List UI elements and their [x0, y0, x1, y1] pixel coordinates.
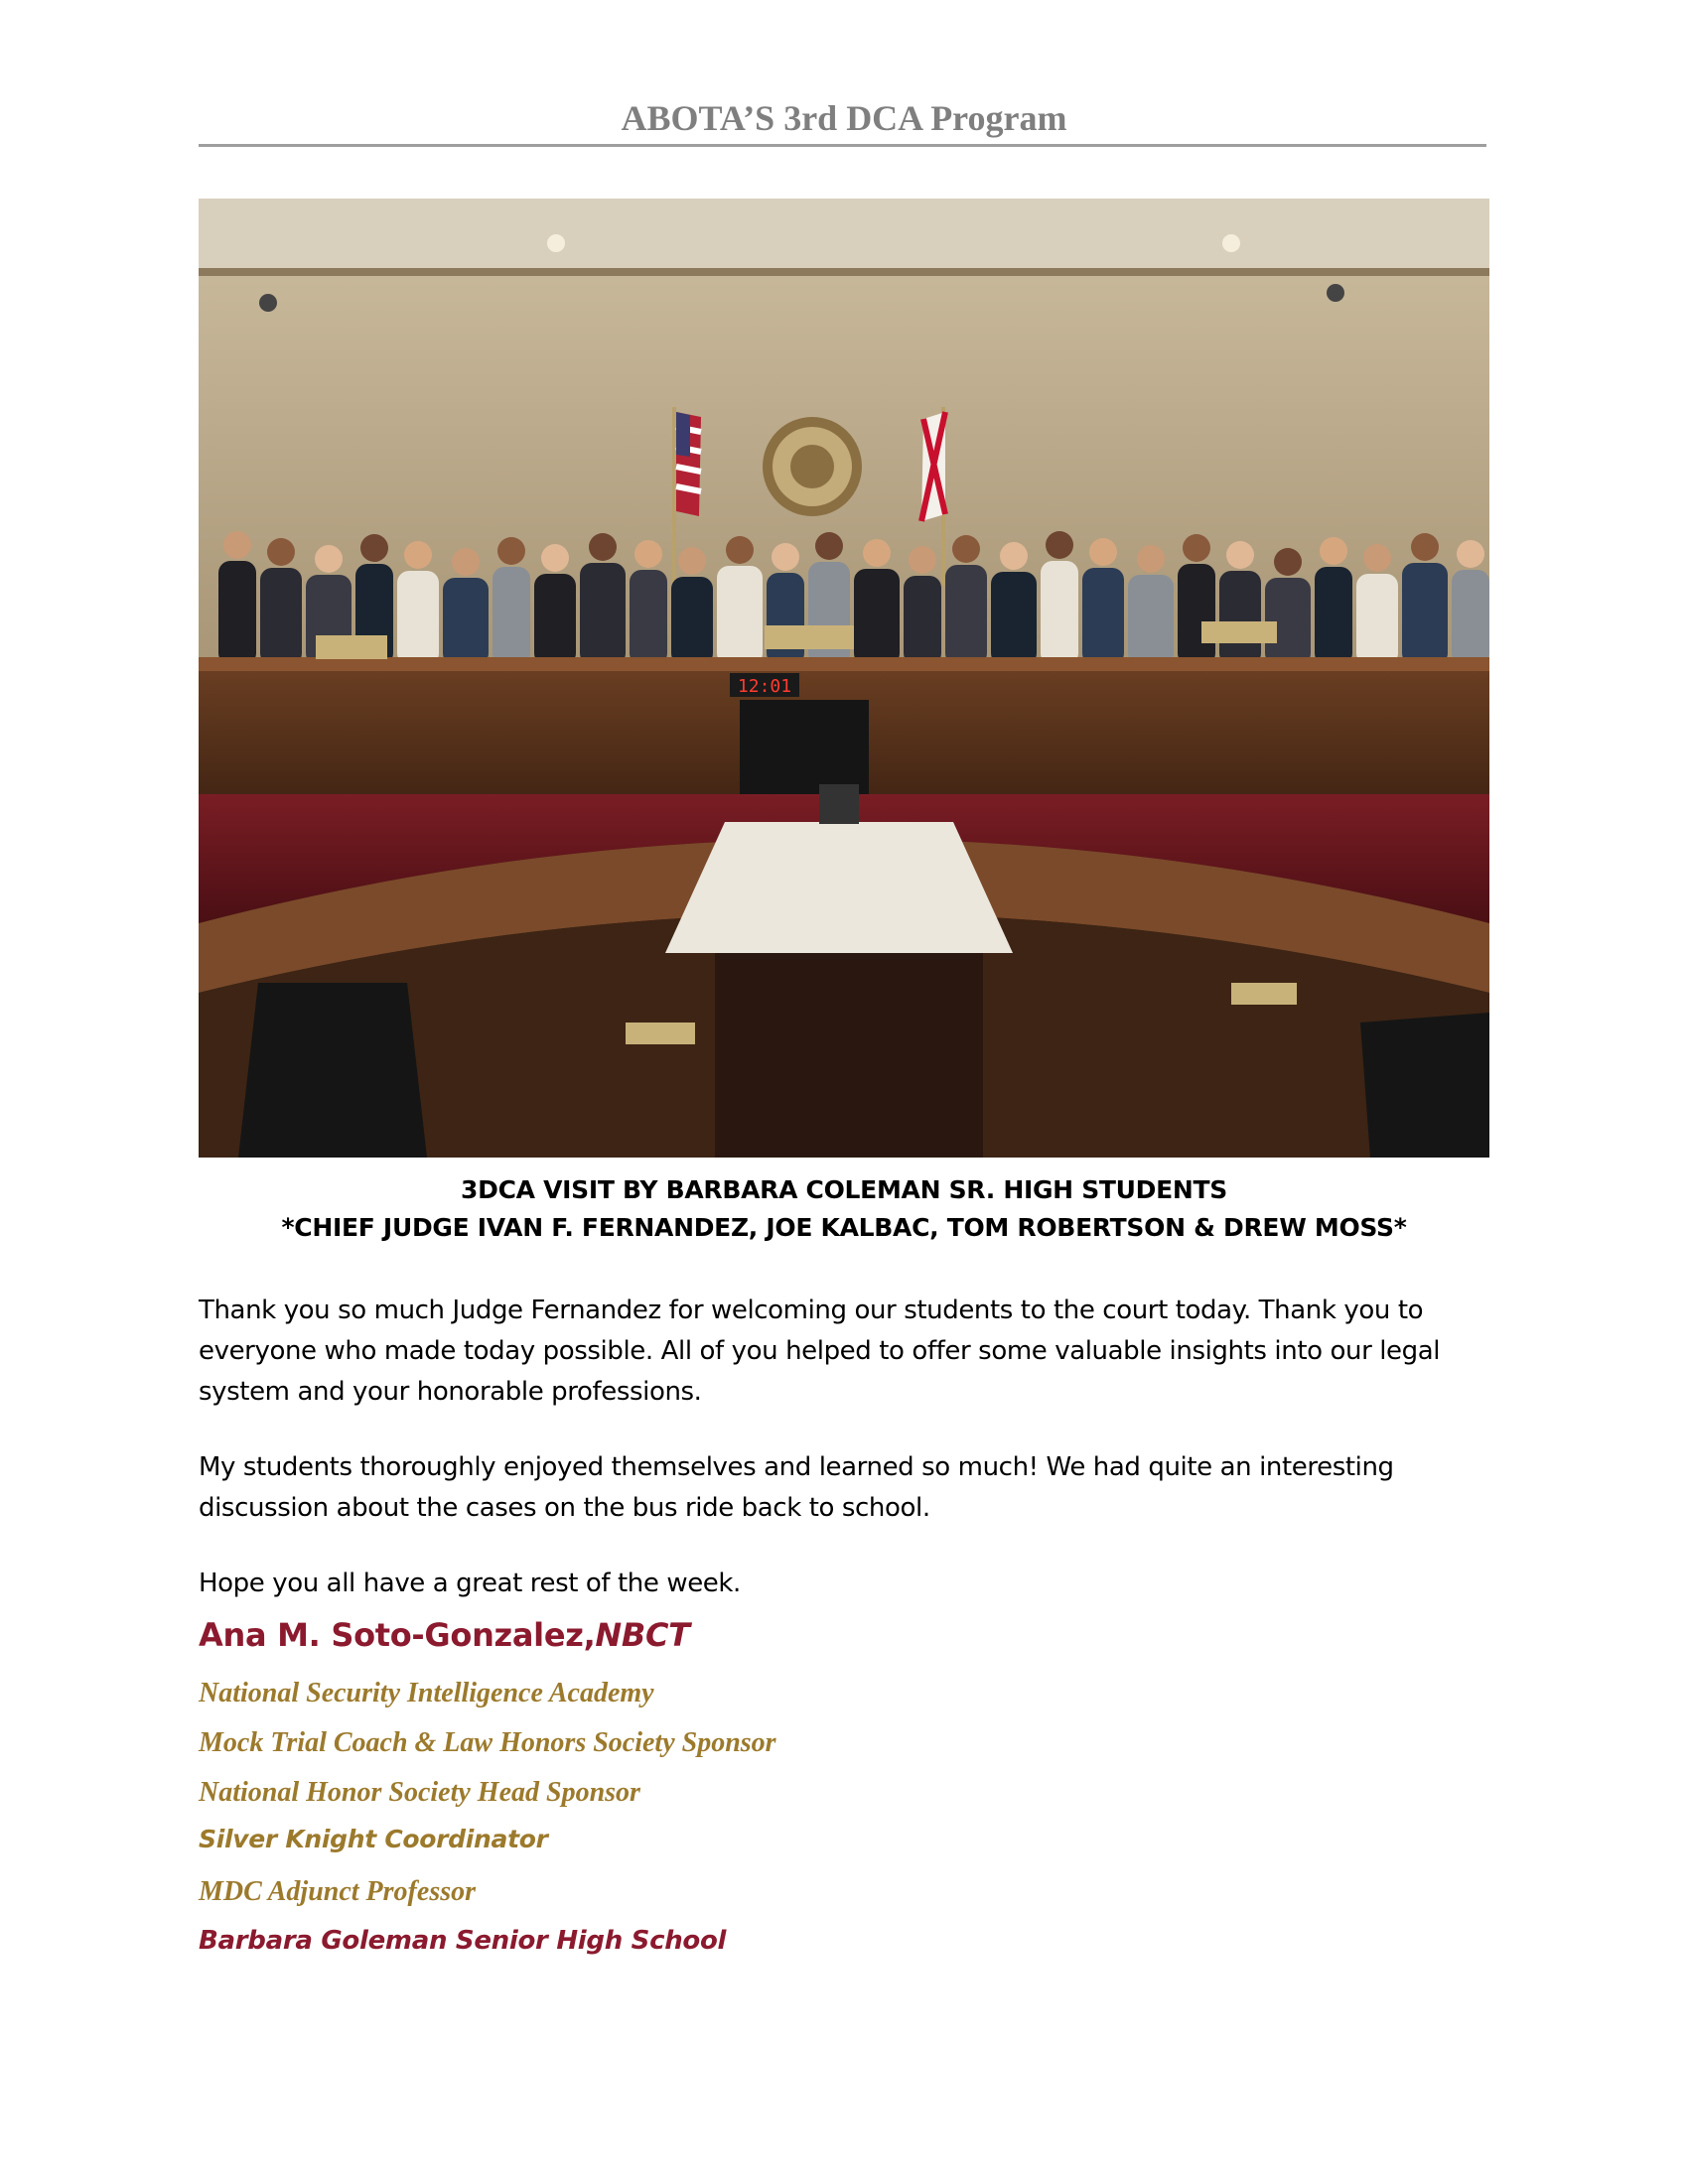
person-silhouette	[854, 569, 900, 665]
signature-line-academy: National Security Intelligence Academy	[199, 1678, 654, 1708]
signature-credential: NBCT	[595, 1616, 690, 1654]
caption-line-2: *CHIEF JUDGE IVAN F. FERNANDEZ, JOE KALBAC, TOM ROBERTSON & DREW MOSS*	[281, 1213, 1407, 1242]
person-silhouette	[767, 573, 804, 665]
person-head	[863, 539, 891, 567]
person-head	[1137, 545, 1165, 573]
bench-clock: 12:01	[737, 676, 792, 697]
person-head	[1226, 541, 1254, 569]
person-head	[360, 534, 388, 562]
body-paragraph-3: Hope you all have a great rest of the week.	[199, 1569, 741, 1598]
person-head	[589, 533, 617, 561]
person-silhouette	[630, 570, 667, 665]
person-silhouette	[1128, 575, 1174, 665]
person-head	[1046, 531, 1073, 559]
person-silhouette	[443, 578, 489, 665]
document-header-title: ABOTA’S 3rd DCA Program	[621, 98, 1067, 138]
court-seal	[763, 417, 862, 516]
person-head	[541, 544, 569, 572]
person-silhouette	[1082, 568, 1124, 665]
person-silhouette	[904, 576, 941, 665]
person-silhouette	[260, 568, 302, 665]
person-silhouette	[1356, 574, 1398, 665]
person-head	[634, 540, 662, 568]
person-head	[452, 548, 480, 576]
person-silhouette	[945, 565, 987, 665]
person-silhouette	[717, 566, 763, 665]
signature-line-mdc: MDC Adjunct Professor	[199, 1876, 477, 1907]
body-paragraph-1: Thank you so much Judge Fernandez for welcoming our students to the court today. Thank you to everyone who made today possible. All of you helped to offer some valuable insights into our legal system and your honorable professions.	[199, 1296, 1441, 1407]
signature-line-silver-knight: Silver Knight Coordinator	[199, 1825, 548, 1853]
person-head	[952, 535, 980, 563]
person-head	[1320, 537, 1347, 565]
courtroom-group-photo	[199, 199, 1489, 1158]
person-head	[1363, 544, 1391, 572]
person-head	[772, 543, 799, 571]
body-paragraph-2: My students thoroughly enjoyed themselves and learned so much! We had quite an interesting discussion about the cases on the bus ride back to school.	[199, 1452, 1394, 1523]
person-silhouette	[534, 574, 576, 665]
person-head	[223, 531, 251, 559]
signature-name-text: Ana M. Soto-Gonzalez,	[199, 1616, 596, 1654]
signature-name	[199, 1616, 690, 1654]
person-silhouette	[991, 572, 1037, 665]
person-silhouette	[218, 561, 256, 665]
person-silhouette	[1402, 563, 1448, 665]
person-head	[497, 537, 525, 565]
person-silhouette	[580, 563, 626, 665]
signature-line-school: Barbara Goleman Senior High School	[199, 1926, 727, 1956]
person-head	[404, 541, 432, 569]
person-silhouette	[1315, 567, 1352, 665]
signature-line-mock-trial: Mock Trial Coach & Law Honors Society Sponsor	[199, 1727, 776, 1758]
person-head	[1089, 538, 1117, 566]
person-silhouette	[671, 577, 713, 665]
person-head	[1457, 540, 1484, 568]
person-head	[1183, 534, 1210, 562]
person-head	[1000, 542, 1028, 570]
person-head	[1411, 533, 1439, 561]
caption-line-1: 3DCA VISIT BY BARBARA COLEMAN SR. HIGH STUDENTS	[461, 1175, 1227, 1204]
person-silhouette	[1178, 564, 1215, 665]
photo-caption	[199, 1171, 1489, 1247]
person-head	[678, 547, 706, 575]
person-head	[909, 546, 936, 574]
person-head	[315, 545, 343, 573]
person-head	[1274, 548, 1302, 576]
header-divider	[199, 144, 1486, 147]
person-silhouette	[492, 567, 530, 665]
person-silhouette	[397, 571, 439, 665]
person-silhouette	[1041, 561, 1078, 665]
person-silhouette	[1219, 571, 1261, 665]
person-head	[726, 536, 754, 564]
person-silhouette	[1452, 570, 1489, 665]
person-head	[815, 532, 843, 560]
person-silhouette	[808, 562, 850, 665]
person-head	[267, 538, 295, 566]
signature-line-nhs: National Honor Society Head Sponsor	[199, 1777, 640, 1808]
